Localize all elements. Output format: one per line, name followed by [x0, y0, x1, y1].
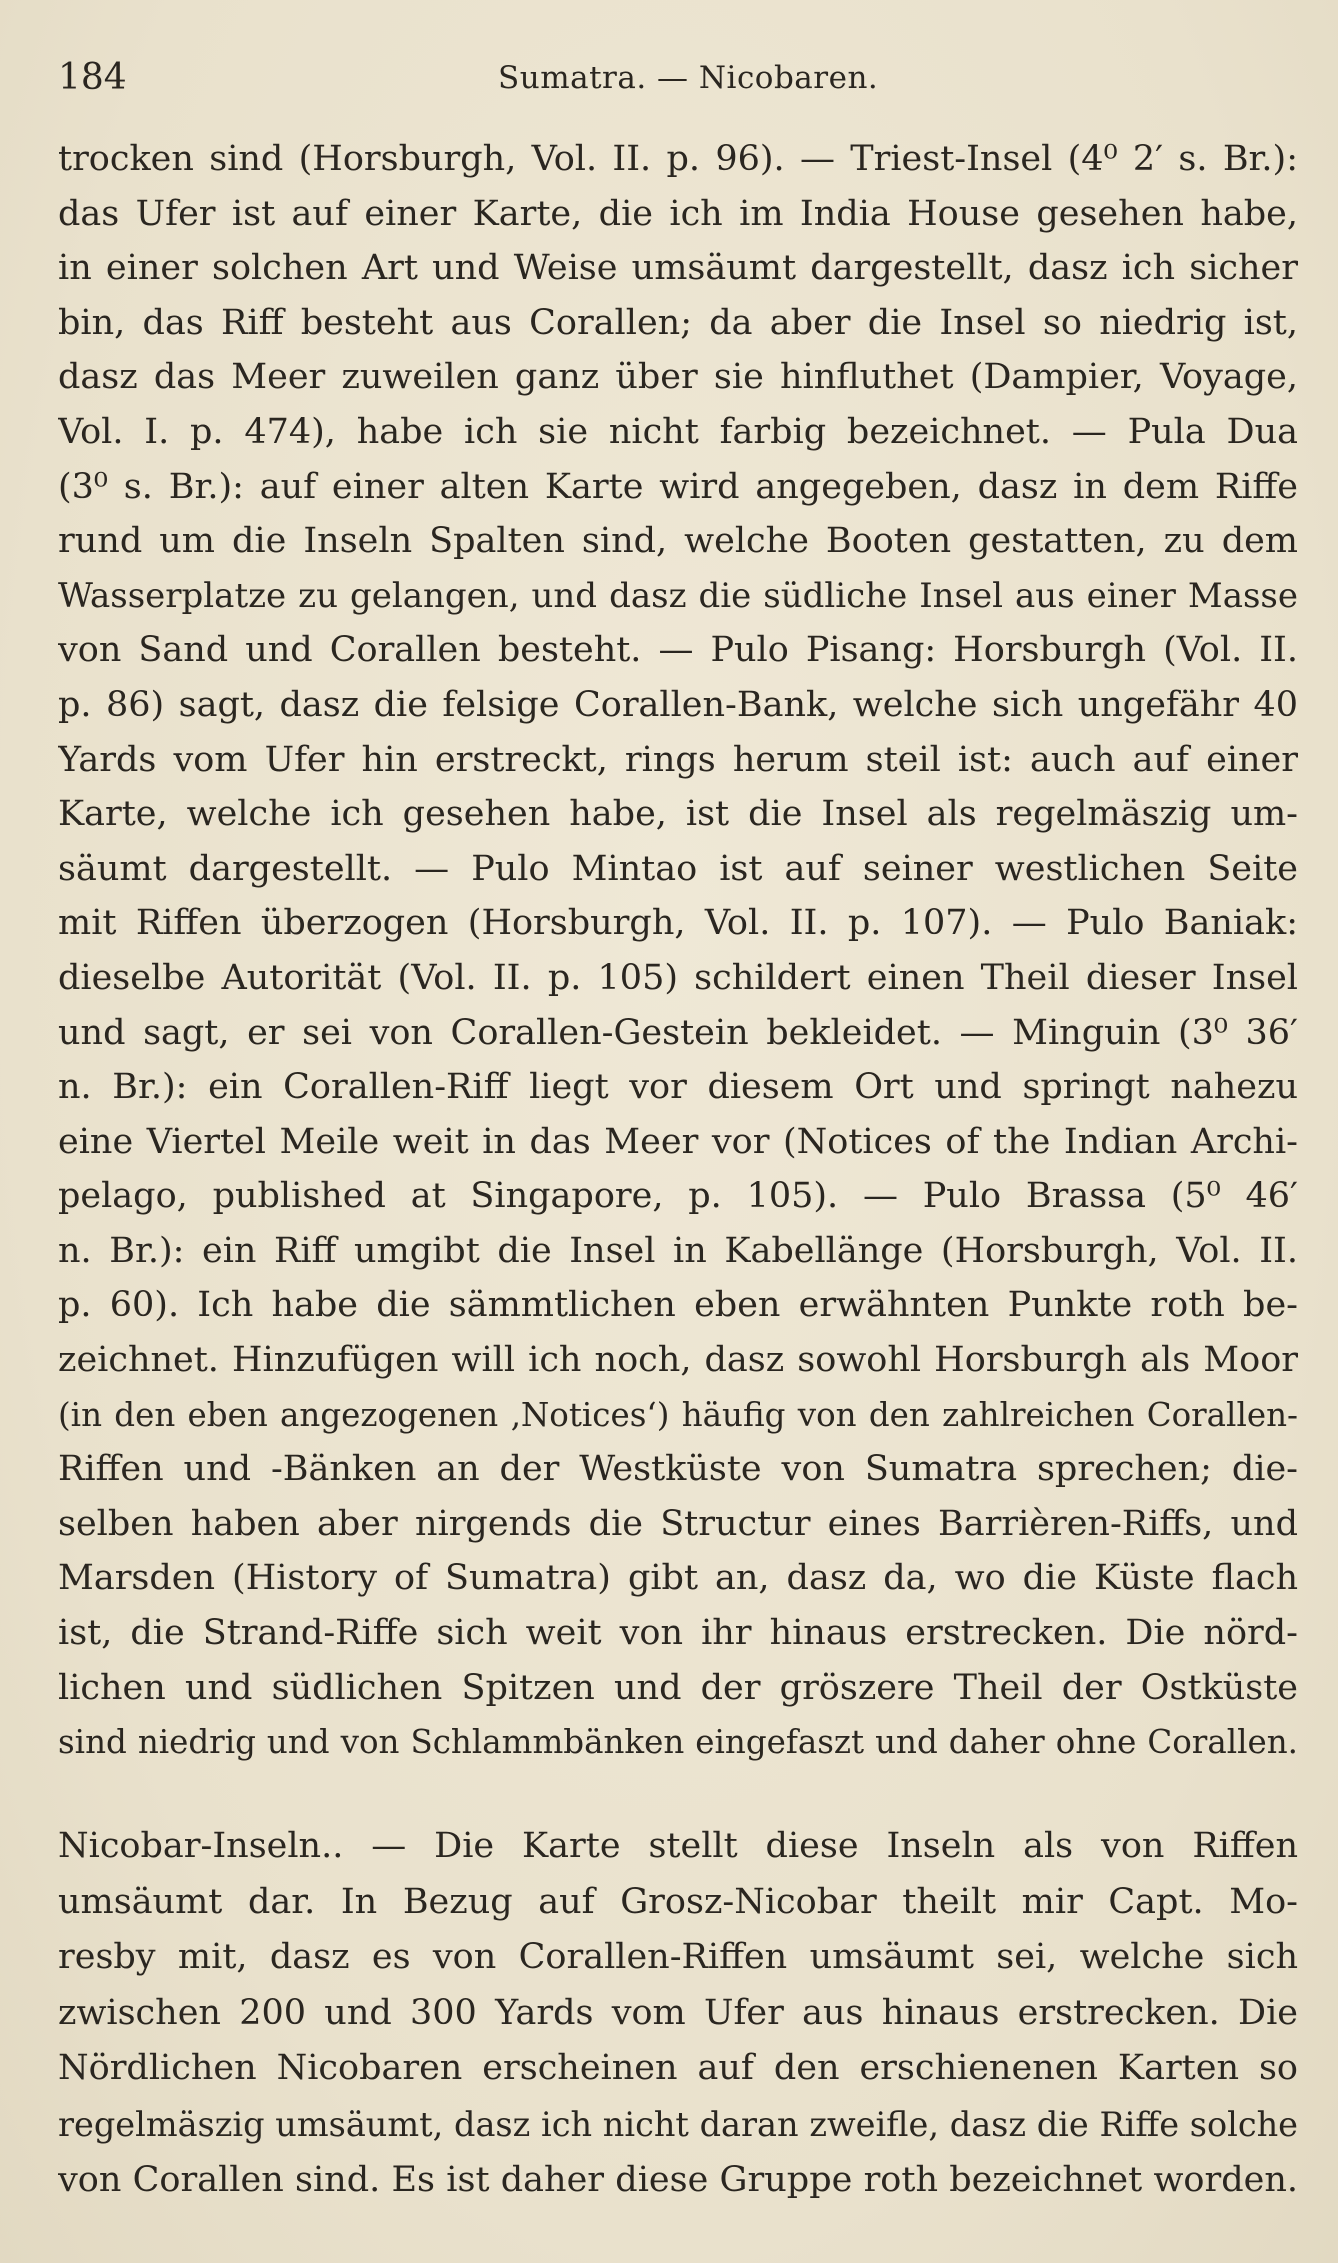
text-line: und sagt, er sei von Corallen-Gestein bekleidet. — Minguin (3⁰ 36′ — [58, 1012, 1298, 1053]
text-line: das Ufer ist auf einer Karte, die ich im India House gesehen habe, — [58, 193, 1298, 234]
text-line: Karte, welche ich gesehen habe, ist die Insel als regelmäszig um- — [58, 794, 1298, 835]
text-line: säumt dargestellt. — Pulo Mintao ist auf seiner westlichen Seite — [58, 848, 1298, 889]
text-line: n. Br.): ein Riff umgibt die Insel in Kabellänge (Horsburgh, Vol. II. — [58, 1230, 1298, 1271]
text-line: lichen und südlichen Spitzen und der gröszere Theil der Ostküste — [58, 1667, 1298, 1708]
text-line: trocken sind (Horsburgh, Vol. II. p. 96). — Triest-Insel (4⁰ 2′ s. Br.): — [58, 139, 1298, 179]
text-line: p. 60). Ich habe die sämmtlichen eben erwähnten Punkte roth be- — [58, 1285, 1298, 1326]
text-line: zwischen 200 und 300 Yards vom Ufer aus hinaus erstrecken. Die — [58, 1992, 1298, 2033]
text-line: Riffen und -Bänken an der Westküste von Sumatra sprechen; die- — [58, 1449, 1298, 1490]
text-line: umsäumt dar. In Bezug auf Grosz-Nicobar theilt mir Capt. Mo- — [58, 1881, 1298, 1922]
text-line: Marsden (History of Sumatra) gibt an, dasz da, wo die Küste flach — [58, 1558, 1298, 1599]
text-line: sind niedrig und von Schlammbänken eingefaszt und daher ohne Corallen. — [58, 1723, 1298, 1762]
text-line: von Sand und Corallen besteht. — Pulo Pisang: Horsburgh (Vol. II. — [58, 630, 1298, 671]
page-number: 184 — [58, 57, 127, 98]
text-line: ist, die Strand-Riffe sich weit von ihr hinaus erstrecken. Die nörd- — [58, 1613, 1298, 1654]
text-line: Yards vom Ufer hin erstreckt, rings herum steil ist: auch auf einer — [58, 739, 1298, 780]
text-line: Nördlichen Nicobaren erscheinen auf den erschienenen Karten so — [58, 2048, 1298, 2089]
text-line: selben haben aber nirgends die Structur eines Barrièren-Riffs, und — [58, 1503, 1298, 1544]
text-line: zeichnet. Hinzufügen will ich noch, dasz sowohl Horsburgh als Moor — [58, 1340, 1298, 1381]
text-line: n. Br.): ein Corallen-Riff liegt vor diesem Ort und springt nahezu — [58, 1067, 1298, 1108]
text-line: in einer solchen Art und Weise umsäumt dargestellt, dasz ich sicher — [58, 248, 1298, 289]
running-head — [58, 48, 1298, 108]
text-line: rund um die Inseln Spalten sind, welche Booten gestatten, zu dem — [58, 521, 1298, 562]
paragraph-sumatra-reefs — [58, 132, 1298, 1770]
text-line: Wasserplatze zu gelangen, und dasz die südliche Insel aus einer Masse — [58, 575, 1298, 616]
text-line: dieselbe Autorität (Vol. II. p. 105) schildert einen Theil dieser Insel — [58, 957, 1298, 998]
text-line: resby mit, dasz es von Corallen-Riffen umsäumt sei, welche sich — [58, 1937, 1298, 1978]
text-line: von Corallen sind. Es ist daher diese Gruppe roth bezeichnet worden. — [58, 2159, 1298, 2200]
text-line: p. 86) sagt, dasz die felsige Corallen-Bank, welche sich ungefähr 40 — [58, 684, 1298, 725]
text-line: Nicobar-Inseln.. — Die Karte stellt diese Inseln als von Riffen — [58, 1826, 1298, 1866]
text-line: dasz das Meer zuweilen ganz über sie hinfluthet (Dampier, Voyage, — [58, 357, 1298, 398]
text-line: bin, das Riff besteht aus Corallen; da aber die Insel so niedrig ist, — [58, 302, 1298, 343]
text-line: pelago, published at Singapore, p. 105). — Pulo Brassa (5⁰ 46′ — [58, 1176, 1298, 1217]
text-line: regelmäszig umsäumt, dasz ich nicht daran zweifle, dasz die Riffe solche — [58, 2104, 1298, 2144]
text-line: eine Viertel Meile weit in das Meer vor (Notices of the Indian Archi- — [58, 1121, 1298, 1162]
text-line: (3⁰ s. Br.): auf einer alten Karte wird angegeben, dasz in dem Riffe — [58, 466, 1298, 507]
text-line: (in den eben angezogenen ‚Notices‘) häufig von den zahlreichen Corallen- — [58, 1395, 1298, 1434]
paragraph-nicobar-islands — [58, 1819, 1298, 2208]
text-line: mit Riffen überzogen (Horsburgh, Vol. II. p. 107). — Pulo Baniak: — [58, 903, 1298, 944]
text-line: Vol. I. p. 474), habe ich sie nicht farbig bezeichnet. — Pula Dua — [58, 411, 1298, 452]
running-title: Sumatra. — Nicobaren. — [498, 60, 879, 96]
